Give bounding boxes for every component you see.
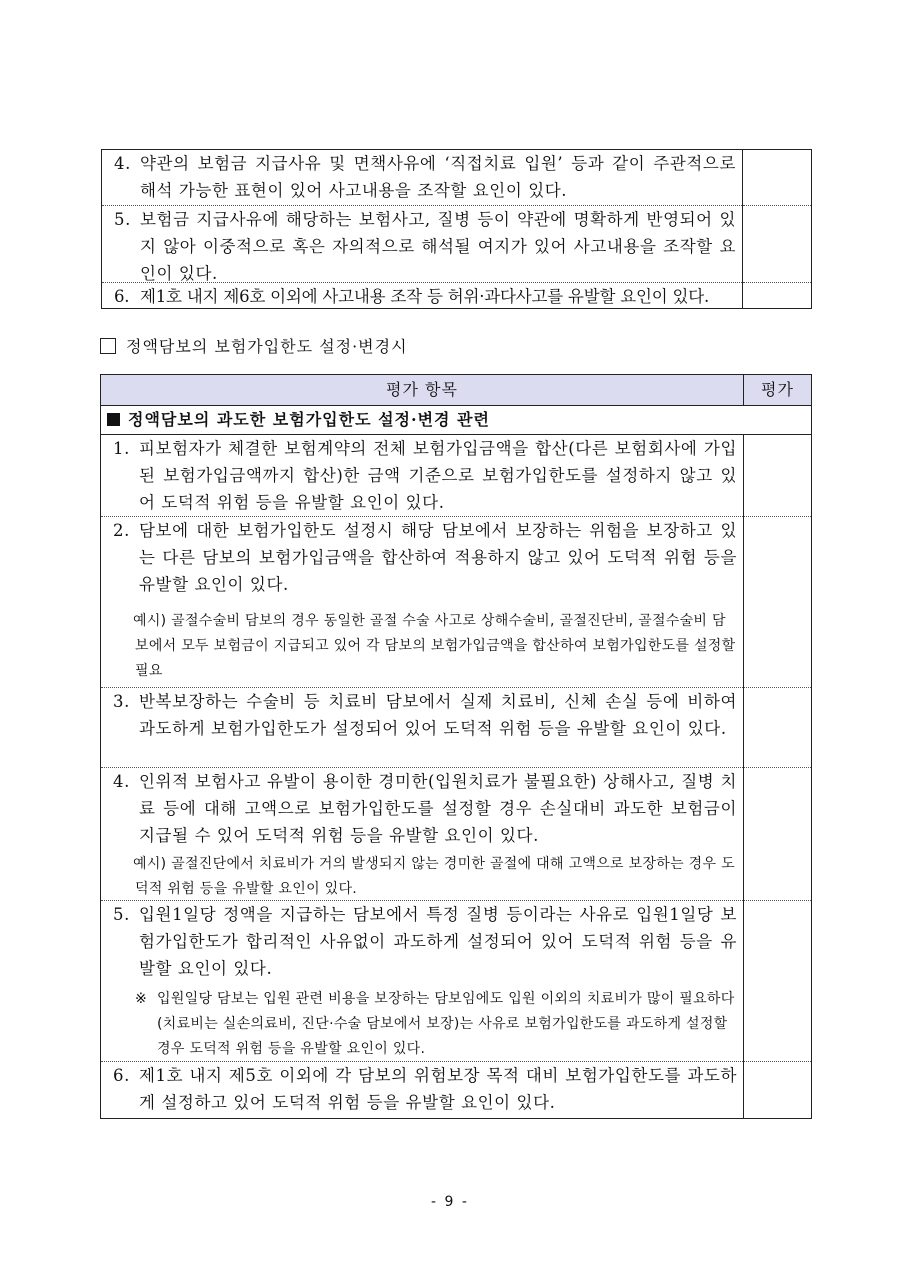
checkbox-square-icon (100, 338, 116, 354)
item-cell (101, 1062, 744, 1119)
item-cell (101, 688, 744, 768)
evaluation-cell[interactable] (743, 150, 812, 206)
item-cell (102, 206, 743, 283)
item-cell (101, 901, 744, 1062)
evaluation-cell[interactable] (744, 1062, 812, 1119)
table-row (101, 901, 812, 1062)
evaluation-cell[interactable] (743, 206, 812, 283)
item-text: 피보험자가 체결한 보험계약의 전체 보험가입금액을 합산(다른 보험회사에 가입된 보험가입금액까지 합산)한 금액 기준으로 보험가입한도를 설정하지 않고 있어 도덕적 위험 등을 유발할 요인이 있다. (139, 439, 737, 512)
evaluation-cell[interactable] (744, 517, 812, 688)
item-cell (102, 283, 743, 309)
item-text: 인위적 보험사고 유발이 용이한 경미한(입원치료가 불필요한) 상해사고, 질병 치료 등에 대해 고액으로 보험가입한도를 설정할 경우 손실대비 과도한 보험금이 지급될 수 있어 도덕적 위험 등을 유발할 요인이 있다. (139, 772, 737, 845)
black-square-icon (107, 413, 120, 426)
table-row (101, 768, 812, 901)
category-cell (101, 406, 812, 435)
section-heading (100, 334, 408, 357)
evaluation-cell[interactable] (744, 901, 812, 1062)
item-number: 4. (113, 772, 130, 791)
item-number: 4. (114, 154, 131, 173)
main-evaluation-table (100, 374, 812, 1119)
evaluation-cell[interactable] (744, 768, 812, 901)
item-cell (101, 517, 744, 688)
item-text: 반복보장하는 수술비 등 치료비 담보에서 실제 치료비, 신체 손실 등에 비하여 과도하게 보험가입한도가 설정되어 있어 도덕적 위험 등을 유발할 요인이 있다. (139, 692, 737, 738)
item-text: 입원1일당 정액을 지급하는 담보에서 특정 질병 등이라는 사유로 입원1일당 보험가입한도가 합리적인 사유없이 과도하게 설정되어 있어 도덕적 위험 등을 유발할 요인이 있다. (139, 905, 737, 978)
item-number: 6. (114, 287, 130, 306)
reference-mark: ※ (135, 991, 148, 1007)
table-row (102, 150, 812, 206)
item-text: 담보에 대한 보험가입한도 설정시 해당 담보에서 보장하는 위험을 보장하고 있는 다른 담보의 보험가입금액을 합산하여 적용하지 않고 있어 도덕적 위험 등을 유발할 요인이 있다. (139, 521, 737, 594)
item-cell (101, 435, 744, 517)
top-evaluation-table (101, 149, 812, 309)
example-text: 예시) 골절수술비 담보의 경우 동일한 골절 수술 사고로 상해수술비, 골절진단비, 골절수술비 담보에서 모두 보험금이 지급되고 있어 각 담보의 보험가입금액을 합산하여 보험가입한도를 설정할 필요 (133, 613, 736, 679)
item-cell (102, 150, 743, 206)
header-evaluation: 평가 (744, 375, 812, 406)
example-text: 예시) 골절진단에서 치료비가 거의 발생되지 않는 경미한 골절에 대해 고액으로 보장하는 경우 도덕적 위험 등을 유발할 요인이 있다. (133, 856, 735, 897)
table-row (102, 283, 812, 309)
evaluation-cell[interactable] (743, 283, 812, 309)
item-text: 보험금 지급사유에 해당하는 보험사고, 질병 등이 약관에 명확하게 반영되어 있지 않아 이중적으로 혹은 자의적으로 해석될 여지가 있어 사고내용을 조작할 요인이 있다. (140, 210, 736, 283)
category-text: 정액담보의 과도한 보험가입한도 설정·변경 관련 (128, 410, 490, 429)
item-number: 5. (113, 905, 130, 924)
page-number: - 9 - (431, 1194, 469, 1210)
item-number: 1. (113, 439, 130, 458)
item-text: 약관의 보험금 지급사유 및 면책사유에 ‘직접치료 입원’ 등과 같이 주관적으로 해석 가능한 표현이 있어 사고내용을 조작할 요인이 있다. (140, 154, 736, 200)
evaluation-cell[interactable] (744, 435, 812, 517)
note-text: 입원일당 담보는 입원 관련 비용을 보장하는 담보임에도 입원 이외의 치료비가 많이 필요하다(치료비는 실손의료비, 진단·수술 담보에서 보장)는 사유로 보험가입한도를 과도하게 설정할 경우 도덕적 위험 등을 유발할 요인이 있다. (157, 991, 735, 1057)
item-number: 3. (113, 692, 130, 711)
item-number: 5. (114, 210, 131, 229)
item-text: 제1호 내지 제5호 이외에 각 담보의 위험보장 목적 대비 보험가입한도를 과도하게 설정하고 있어 도덕적 위험 등을 유발할 요인이 있다. (139, 1066, 737, 1112)
item-number: 2. (113, 521, 130, 540)
section-heading-text: 정액담보의 보험가입한도 설정·변경시 (126, 337, 408, 356)
category-row (101, 406, 812, 435)
table-row (102, 206, 812, 283)
table-row (101, 688, 812, 768)
item-number: 6. (113, 1066, 130, 1085)
header-item: 평가 항목 (101, 375, 744, 406)
table-row (101, 1062, 812, 1119)
item-text: 제1호 내지 제6호 이외에 사고내용 조작 등 허위·과다사고를 유발할 요인이 있다. (140, 287, 710, 306)
table-header-row (101, 375, 812, 406)
table-row (101, 435, 812, 517)
evaluation-cell[interactable] (744, 688, 812, 768)
item-cell (101, 768, 744, 901)
table-row (101, 517, 812, 688)
note-block (101, 983, 743, 1061)
